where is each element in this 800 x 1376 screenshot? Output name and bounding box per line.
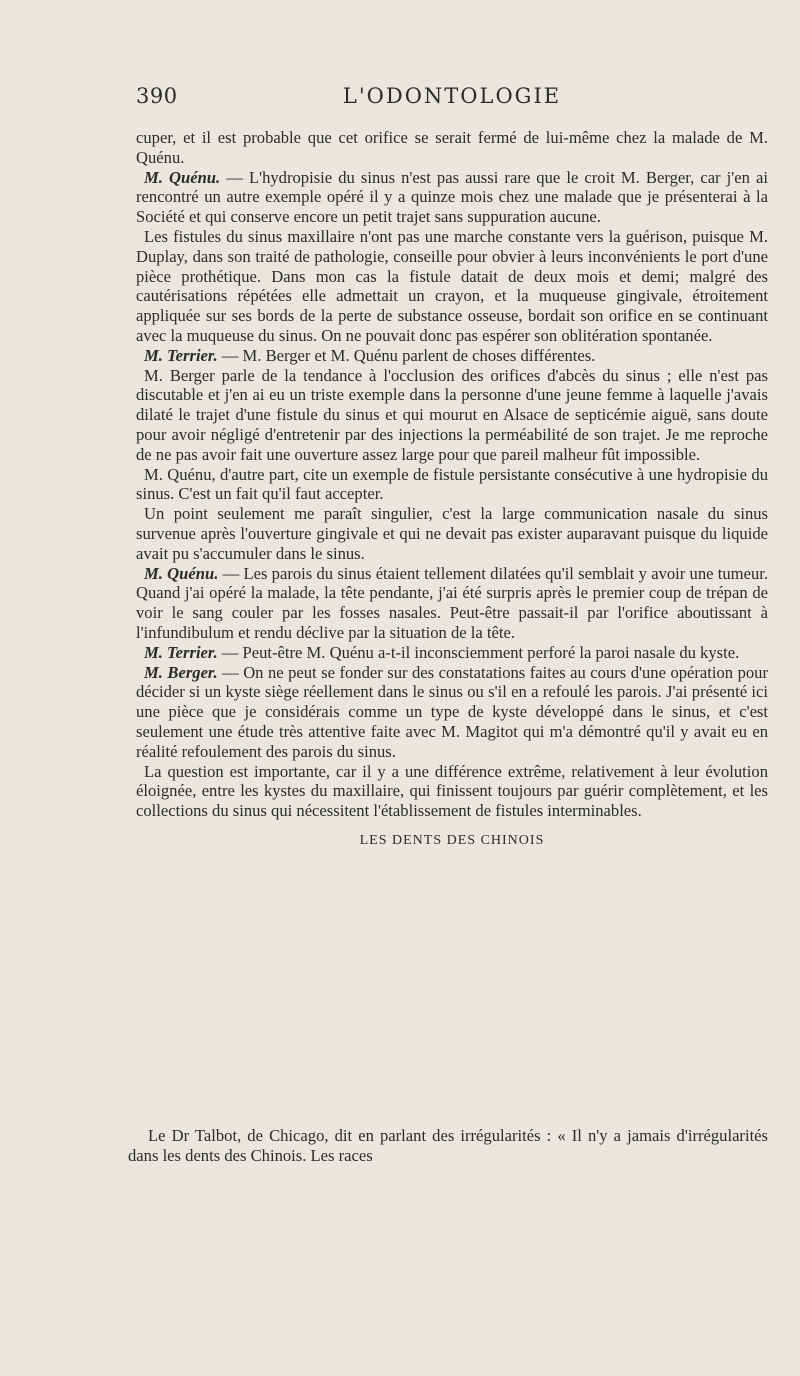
paragraph: M. Berger parle de la tendance à l'occlusion des orifices d'abcès du sinus ; elle n'est pas discutable et j'en ai eu un triste exemple dans la personne d'une jeune femme à laquelle j'avais dilaté le trajet d'une fistule du sinus et qui mourut en Alsace de septicémie aiguë, sans doute pour avoir négligé d'entretenir par des injections la perméabilité de son trajet. Je me reproche de ne pas avoir fait une ouverture assez large pour que pareil malheur fût impossible.: [136, 365, 768, 464]
paragraph: cuper, et il est probable que cet orifice se serait fermé de lui-même chez la malade de M. Quénu.: [136, 128, 768, 167]
paragraph: M. Quénu. — Les parois du sinus étaient tellement dilatées qu'il semblait y avoir une tumeur. Quand j'ai opéré la malade, la tête pendante, j'ai été surpris après le premier coup de trépan de voir le sang couler par les fosses nasales. Peut-être passait-il par l'orifice aboutissant à l'infundibulum et rendu déclive par la situation de la tête.: [136, 563, 768, 642]
page-header: [136, 84, 768, 114]
body-text: [136, 128, 768, 857]
paragraph: Les fistules du sinus maxillaire n'ont pas une marche constante vers la guérison, puisque M. Duplay, dans son traité de pathologie, conseille pour obvier à leurs inconvénients le port d'une pièce prothétique. Dans mon cas la fistule datait de deux mois et demi; malgré des cautérisations répétées elle admettait un crayon, et la muqueuse gingivale, étroitement appliquée sur ses bords de la perte de substance osseuse, bordait son orifice en se continuant avec la muqueuse du sinus. On ne pouvait donc pas espérer son oblitération spontanée.: [136, 226, 768, 345]
paragraph: M. Quénu. — L'hydropisie du sinus n'est pas aussi rare que le croit M. Berger, car j'en ai rencontré un autre exemple opéré il y a quinze mois chez une malade que je présenterai à la Société et qui conserve encore un petit trajet sans suppuration aucune.: [136, 167, 769, 227]
page-number: 390: [136, 84, 178, 108]
section-body: [128, 1126, 768, 1166]
paragraph: M. Terrier. — M. Berger et M. Quénu parlent de choses différentes.: [144, 345, 596, 365]
speaker-name: M. Quénu.: [144, 167, 221, 187]
speaker-name: M. Berger.: [144, 662, 218, 682]
paragraph: M. Terrier. — Peut-être M. Quénu a-t-il inconsciemment perforé la paroi nasale du kyste.: [144, 642, 740, 662]
paragraph: La question est importante, car il y a une différence extrême, relativement à leur évolution éloignée, entre les kystes du maxillaire, qui finissent toujours par guérir complètement, et les collections du sinus qui nécessitent l'établissement de fistules interminables.: [136, 761, 768, 821]
paragraph: Un point seulement me paraît singulier, c'est la large communication nasale du sinus survenue après l'ouverture gingivale et qui ne devait pas exister auparavant puisque du liquide avait pu s'accumuler dans le sinus.: [136, 504, 768, 563]
speaker-name: M. Quénu.: [144, 563, 219, 583]
speaker-name: M. Terrier.: [144, 642, 218, 662]
paragraph: Le Dr Talbot, de Chicago, dit en parlant des irrégularités : « Il n'y a jamais d'irrégularités dans les dents des Chinois. Les races: [128, 1126, 768, 1165]
section-heading: LES DENTS DES CHINOIS: [359, 832, 545, 848]
speaker-name: M. Terrier.: [144, 345, 218, 365]
running-title: L'ODONTOLOGIE: [342, 84, 562, 108]
paragraph: M. Berger. — On ne peut se fonder sur des constatations faites au cours d'une opération pour décider si un kyste siège réellement dans le sinus ou s'il en a refoulé les parois. J'ai présenté ici une pièce que je considérais comme un type de kyste développé dans le sinus, et c'est seulement une étude très attentive faite avec M. Magitot qui m'a démontré qu'il y avait eu en réalité refoulement des parois du sinus.: [136, 662, 769, 761]
paragraph: M. Quénu, d'autre part, cite un exemple de fistule persistante consécutive à une hydropisie du sinus. C'est un fait qu'il faut accepter.: [136, 464, 768, 504]
